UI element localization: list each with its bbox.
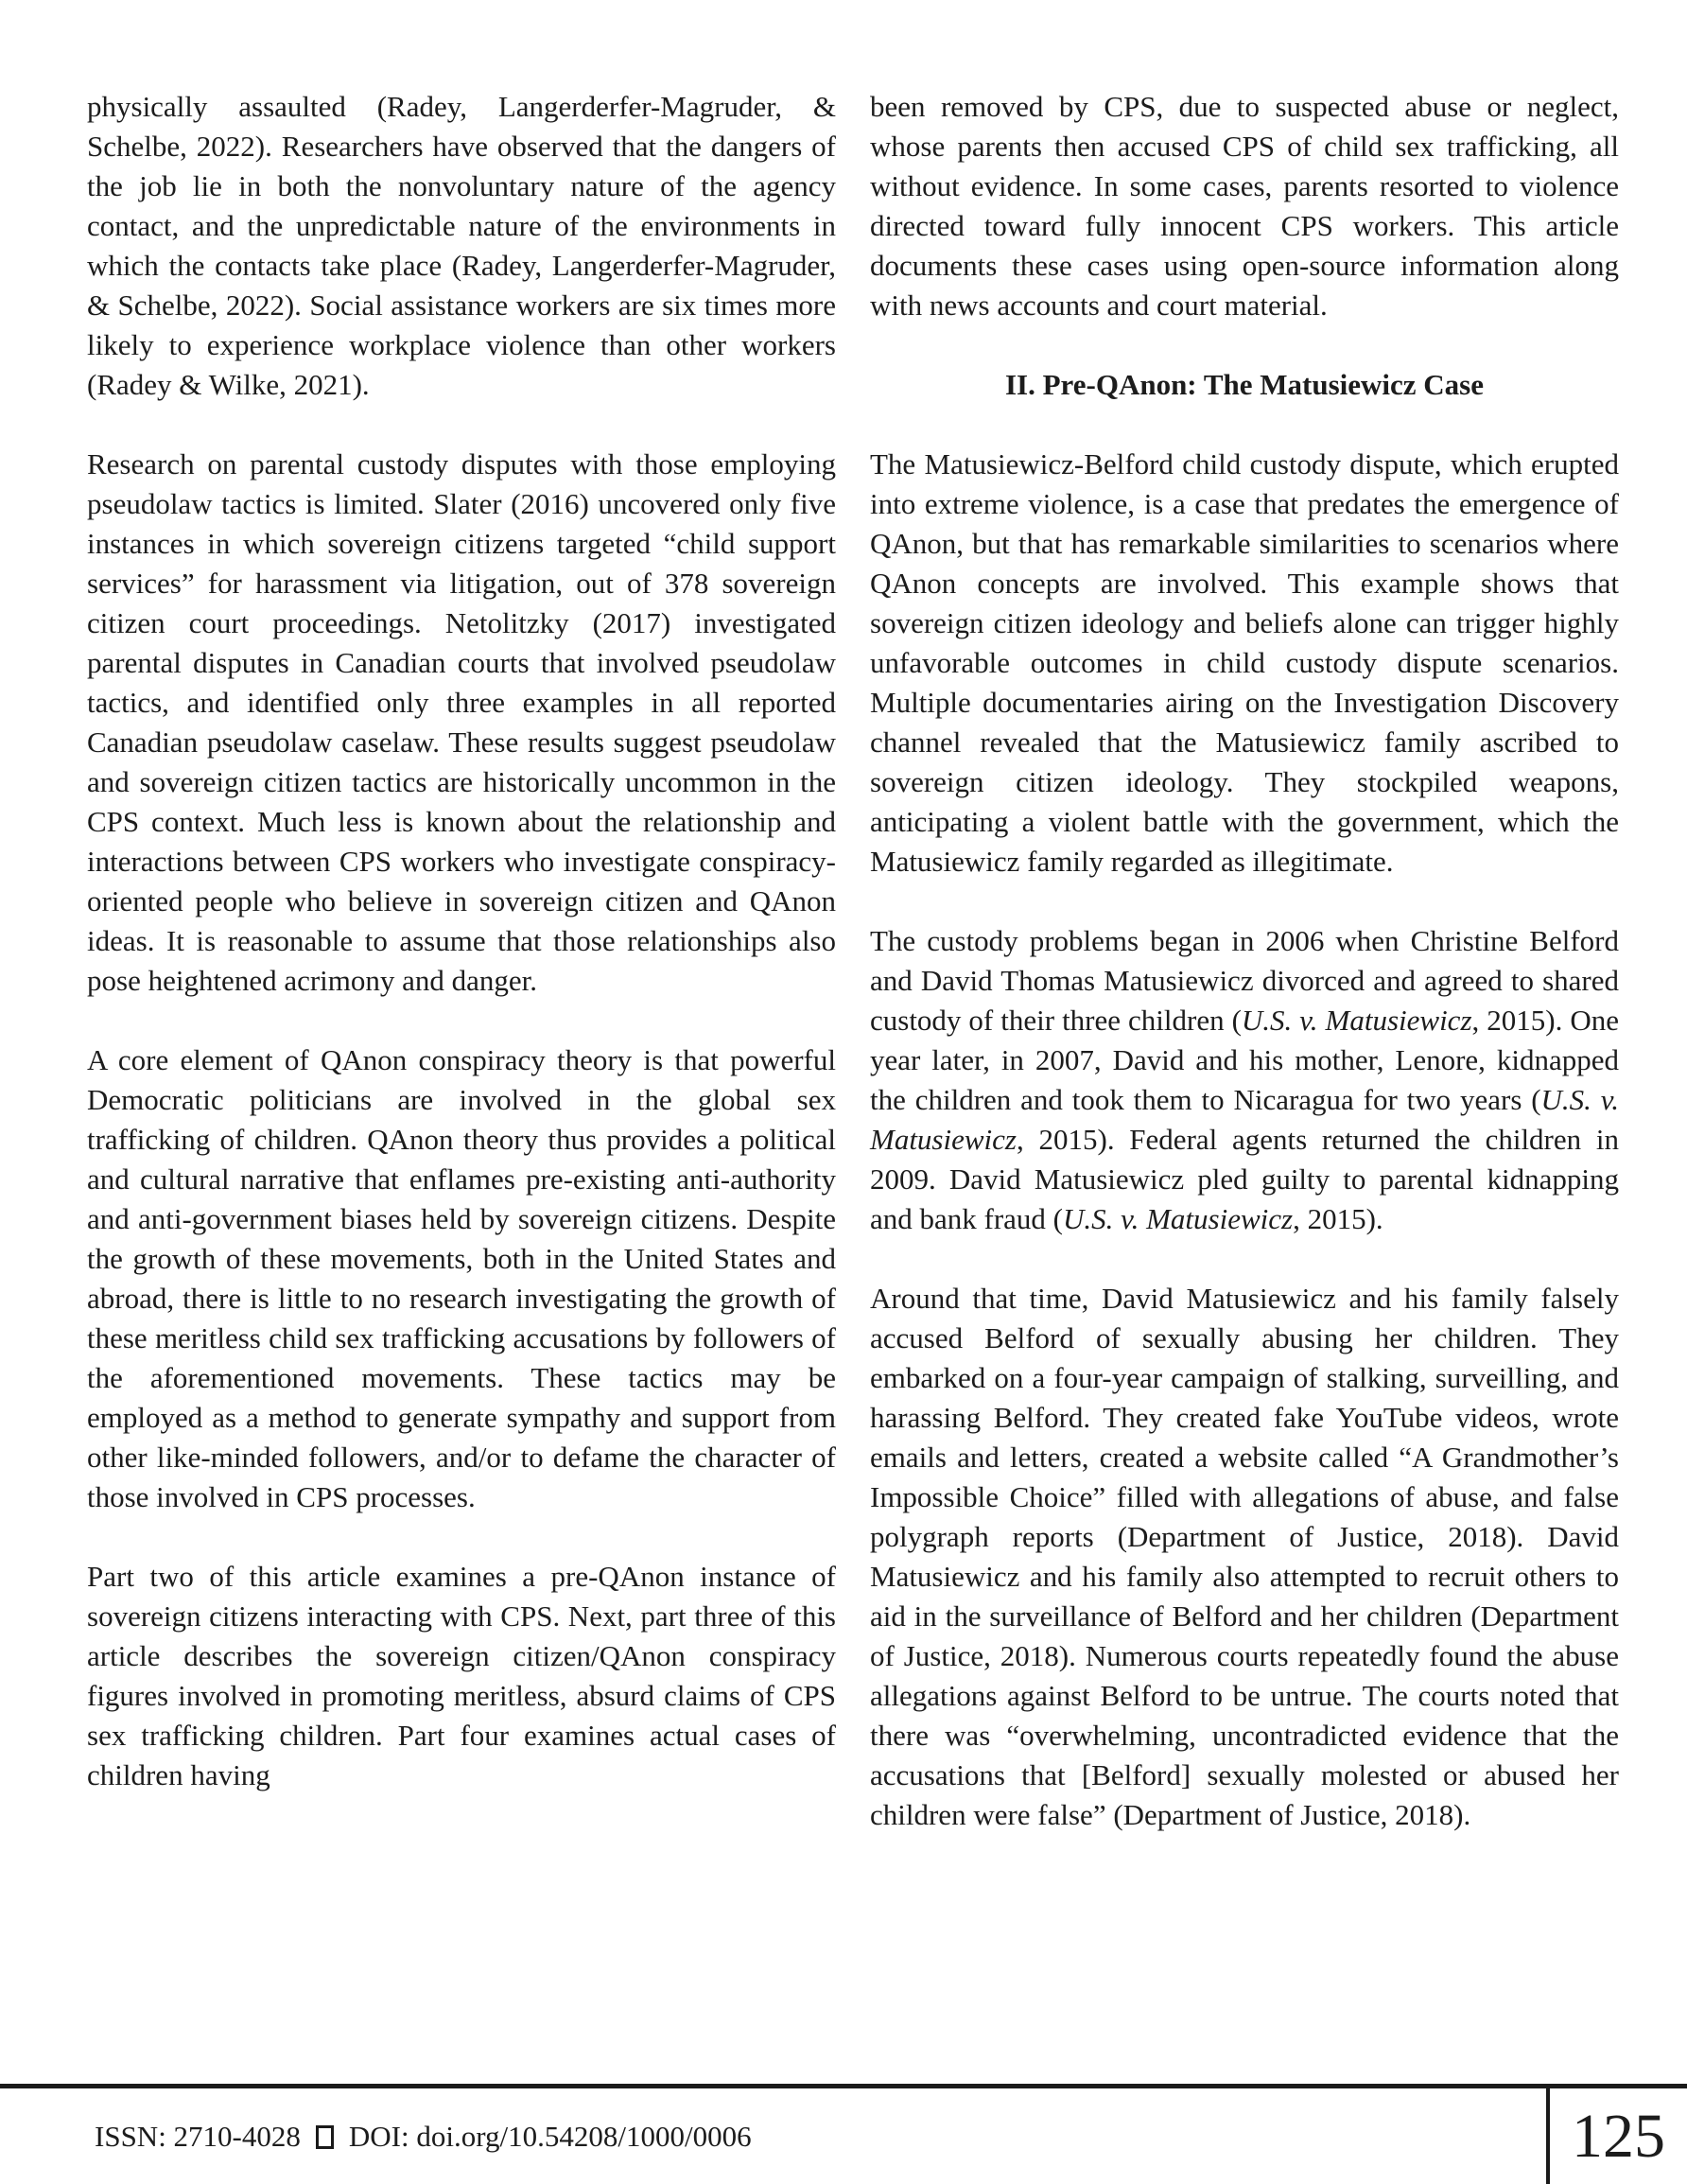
- paragraph-false-accusations: Around that time, David Matusiewicz and his family falsely accused Belford of sexually abusing her children. They embarked on a four-year campaign of stalking, surveilling, and harassing Belford. They created fake YouTube videos, wrote emails and letters, created a website called “A Grandmother’s Impossible Choice” filled with allegations of abuse, and false polygraph reports (Department of Justice, 2018). David Matusiewicz and his family also attempted to recruit others to aid in the surveillance of Belford and her children (Department of Justice, 2018). Numerous courts repeatedly found the abuse allegations against Belford to be untrue. The courts noted that there was “overwhelming, uncontradicted evidence that the accusations that [Belford] sexually molested or abused her children were false” (Department of Justice, 2018).: [870, 1282, 1619, 1831]
- paragraph-custody-dispute: The Matusiewicz-Belford child custody dispute, which erupted into extreme violence, is a case that predates the emergence of QAnon, but that has remarkable similarities to scenarios where QAnon concepts are involved. This example shows that sovereign citizen ideology and beliefs alone can trigger highly unfavorable outcomes in child custody dispute scenarios. Multiple documentaries airing on the Investigation Discovery channel revealed that the Matusiewicz family ascribed to sovereign citizen ideology. They stockpiled weapons, anticipating a violent battle with the government, which the Matusiewicz family regarded as illegitimate.: [870, 447, 1619, 878]
- section-heading-matusiewicz-case: II. Pre-QAnon: The Matusiewicz Case: [1004, 368, 1484, 401]
- paragraph-pseudolaw-research: Research on parental custody disputes with those employing pseudolaw tactics is limited. Slater (2016) uncovered only five instances in which sovereign citizens targeted “child support services” for harassment via litigation, out of 378 sovereign citizen court proceedings. Netolitzky (2017) investigated parental disputes in Canadian courts that involved pseudolaw tactics, and identified only three examples in all reported Canadian pseudolaw caselaw. These results suggest pseudolaw and sovereign citizen tactics are historically uncommon in the CPS context. Much less is known about the relationship and interactions between CPS workers who investigate conspiracy-oriented people who believe in sovereign citizen and QAnon ideas. It is reasonable to assume that those relationships also pose heightened acrimony and danger.: [87, 447, 836, 997]
- paragraph-qanon-core-element: A core element of QAnon conspiracy theory is that powerful Democratic politicians are involved in the global sex trafficking of children. QAnon theory thus provides a political and cultural narrative that enflames pre-existing anti-authority and anti-government biases held by sovereign citizens. Despite the growth of these movements, both in the United States and abroad, there is little to no research investigating the growth of these meritless child sex trafficking accusations by followers of the aforementioned movements. These tactics may be employed as a method to generate sympathy and support from other like-minded followers, and/or to defame the character of those involved in CPS processes.: [87, 1043, 836, 1513]
- article-body: [87, 87, 1619, 1835]
- left-column: [87, 87, 836, 1835]
- issn-label: ISSN: 2710-4028: [95, 2120, 301, 2153]
- square-separator-icon: [316, 2125, 334, 2149]
- page-footer: [0, 2084, 1687, 2184]
- right-column: [870, 87, 1619, 1835]
- page-number: 125: [1572, 2101, 1665, 2171]
- doi-label: DOI: doi.org/10.54208/1000/0006: [348, 2120, 752, 2153]
- paragraph-custody-problems: The custody problems began in 2006 when Christine Belford and David Thomas Matusiewicz divorced and agreed to shared custody of their three children (U.S. v. Matusiewicz, 2015). One year later, in 2007, David and his mother, Lenore, kidnapped the children and took them to Nicaragua for two years (U.S. v. Matusiewicz, 2015). Federal agents returned the children in 2009. David Matusiewicz pled guilty to parental kidnapping and bank fraud (U.S. v. Matusiewicz, 2015).: [870, 924, 1619, 1235]
- paragraph-article-overview: Part two of this article examines a pre-QAnon instance of sovereign citizens interacting with CPS. Next, part three of this article describes the sovereign citizen/QAnon conspiracy figures involved in promoting meritless, absurd claims of CPS sex trafficking children. Part four examines actual cases of children having: [87, 1560, 836, 1791]
- footer-identifiers: [95, 2117, 752, 2157]
- paragraph-removed-by-cps: been removed by CPS, due to suspected abuse or neglect, whose parents then accused CPS of child sex trafficking, all without evidence. In some cases, parents resorted to violence directed toward fully innocent CPS workers. This article documents these cases using open-source information along with news accounts and court material.: [870, 90, 1619, 322]
- paragraph-physical-assault: physically assaulted (Radey, Langerderfer-Magruder, & Schelbe, 2022). Researchers have observed that the dangers of the job lie in both the nonvoluntary nature of the agency contact, and the unpredictable nature of the environments in which the contacts take place (Radey, Langerderfer-Magruder, & Schelbe, 2022). Social assistance workers are six times more likely to experience workplace violence than other workers (Radey & Wilke, 2021).: [87, 90, 836, 401]
